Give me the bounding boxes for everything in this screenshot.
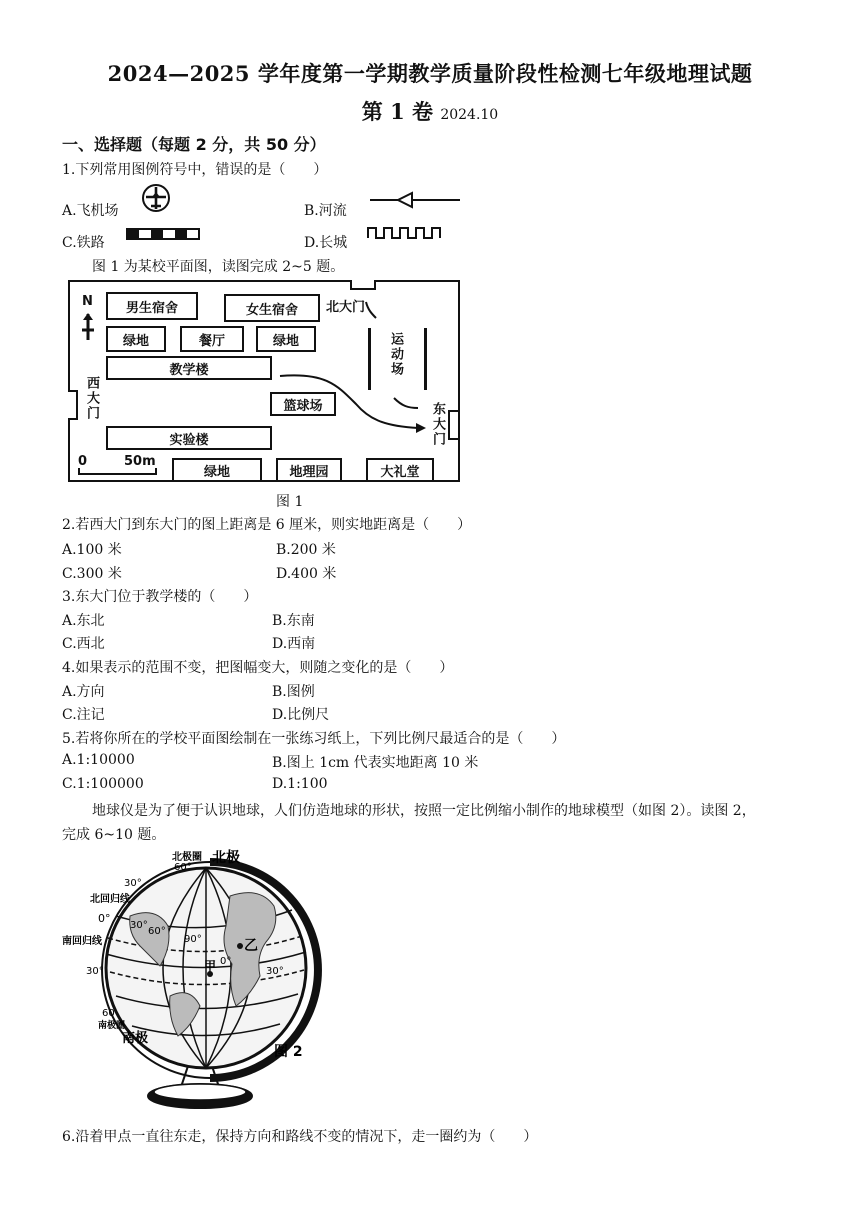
south-pole-label: 南极 xyxy=(122,1031,149,1046)
exam-date: 2024.10 xyxy=(440,107,499,123)
east-gate-label: 东大门 xyxy=(430,402,445,447)
q3-option-a: A.东北 xyxy=(62,613,105,629)
east-gate xyxy=(448,410,458,440)
section-heading: 一、选择题（每题 2 分，共 50 分） xyxy=(62,135,326,154)
school-map xyxy=(68,280,460,482)
q3-option-c: C.西北 xyxy=(62,636,105,652)
river-symbol xyxy=(368,190,462,210)
volume-label: 第 1 卷 xyxy=(361,99,433,124)
geography-garden: 地理园 xyxy=(276,458,342,482)
west-gate-label: 西大门 xyxy=(84,376,99,421)
q1-option-a: A.飞机场 xyxy=(62,203,119,219)
exam-title: 2024—2025 学年度第一学期教学质量阶段性检测七年级地理试题 xyxy=(107,61,753,86)
q5-option-b: B.图上 1cm 代表实地距离 10 米 xyxy=(272,755,479,771)
point-jia-label: 甲 xyxy=(204,959,217,973)
figure2-intro-line2: 完成 6~10 题。 xyxy=(62,827,166,843)
q2-option-a: A.100 米 xyxy=(62,542,122,558)
great-wall-symbol xyxy=(366,224,442,242)
q3-option-d: D.西南 xyxy=(272,636,316,652)
west-gate xyxy=(68,390,78,420)
railway-symbol xyxy=(126,226,200,242)
point-yi-label: 乙 xyxy=(244,938,258,954)
lon60-label: 60° xyxy=(148,926,166,937)
lat30n-label: 30° xyxy=(124,878,142,889)
lat60n-label: 60° xyxy=(174,862,192,873)
question-4-stem: 4.如果表示的范围不变，把图幅变大，则随之变化的是（ ） xyxy=(62,660,454,676)
q3-option-b: B.东南 xyxy=(272,613,315,629)
lon30w-label: 30° xyxy=(130,920,148,931)
tropic-cancer-label: 北回归线 xyxy=(90,894,130,905)
question-2-stem: 2.若西大门到东大门的图上距离是 6 厘米，则实地距离是（ ） xyxy=(62,517,472,533)
boys-dorm: 男生宿舍 xyxy=(106,292,198,320)
q5-option-d: D.1:100 xyxy=(272,776,328,792)
teaching-building: 教学楼 xyxy=(106,356,272,380)
q1-option-c: C.铁路 xyxy=(62,235,105,251)
figure2-caption: 图 2 xyxy=(274,1044,303,1060)
green-area-1: 绿地 xyxy=(106,326,166,352)
globe-figure xyxy=(60,846,360,1118)
q4-option-d: D.比例尺 xyxy=(272,707,330,723)
arctic-circle-label: 北极圈 xyxy=(172,852,202,863)
q1-option-d: D.长城 xyxy=(304,235,348,251)
figure1-caption: 图 1 xyxy=(276,494,304,510)
figure1-intro: 图 1 为某校平面图，读图完成 2~5 题。 xyxy=(92,259,345,275)
q2-option-c: C.300 米 xyxy=(62,566,122,582)
antarctic-circle-label: 南极圈 xyxy=(98,1021,126,1031)
q1-option-b: B.河流 xyxy=(304,203,347,219)
scale-bar xyxy=(78,468,158,476)
tropic-capricorn-label: 南回归线 xyxy=(62,936,102,947)
scale-label: 50m xyxy=(124,454,156,469)
question-5-stem: 5.若将你所在的学校平面图绘制在一张练习纸上，下列比例尺最适合的是（ ） xyxy=(62,731,566,747)
q2-option-d: D.400 米 xyxy=(276,566,337,582)
north-gate-label: 北大门 xyxy=(326,300,366,315)
girls-dorm: 女生宿舍 xyxy=(224,294,320,322)
exam-subtitle xyxy=(0,96,860,126)
basketball-court: 篮球场 xyxy=(270,392,336,416)
q2-option-b: B.200 米 xyxy=(276,542,336,558)
lon0-label: 0° xyxy=(220,956,232,967)
auditorium: 大礼堂 xyxy=(366,458,434,482)
figure2-intro-line1: 地球仪是为了便于认识地球，人们仿造地球的形状，按照一定比例缩小制作的地球模型（如图 2）。读图 2， xyxy=(92,803,756,819)
q4-option-a: A.方向 xyxy=(62,684,105,700)
lat60s-label: 60 xyxy=(102,1008,115,1019)
lon30e-label: 30° xyxy=(266,966,284,977)
q5-option-c: C.1:100000 xyxy=(62,776,144,792)
playground-label: 运动场 xyxy=(388,332,403,377)
north-pole-label: 北极 xyxy=(212,850,240,866)
scale-zero: 0 xyxy=(78,454,88,469)
green-area-3: 绿地 xyxy=(172,458,262,482)
green-area-2: 绿地 xyxy=(256,326,316,352)
question-3-stem: 3.东大门位于教学楼的（ ） xyxy=(62,589,258,605)
lab-building: 实验楼 xyxy=(106,426,272,450)
q5-option-a: A.1:10000 xyxy=(62,752,135,768)
q4-option-b: B.图例 xyxy=(272,684,315,700)
canteen: 餐厅 xyxy=(180,326,244,352)
lon90-label: 90° xyxy=(184,934,202,945)
airplane-icon xyxy=(140,182,172,214)
lat30s-label: 30° xyxy=(86,966,104,977)
question-6-stem: 6.沿着甲点一直往东走，保持方向和路线不变的情况下，走一圈约为（ ） xyxy=(62,1129,538,1145)
q4-option-c: C.注记 xyxy=(62,707,105,723)
equator-label: 0° xyxy=(98,912,111,925)
north-arrow-label: N xyxy=(82,294,93,309)
route-arrows xyxy=(68,280,460,482)
question-1-stem: 1.下列常用图例符号中，错误的是（ ） xyxy=(62,162,328,178)
